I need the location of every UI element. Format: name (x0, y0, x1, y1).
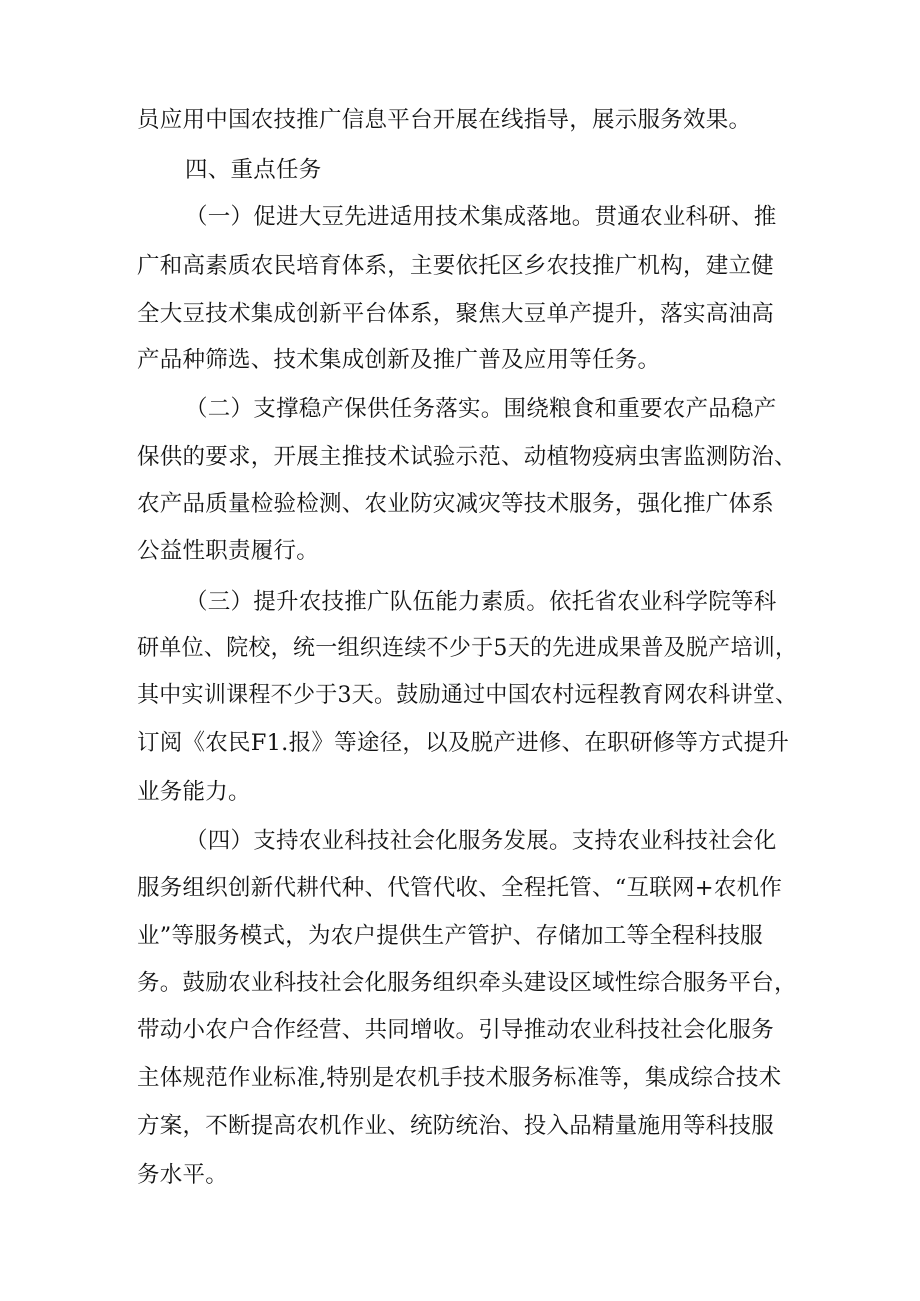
paragraph-1-line: 产品种筛选、技术集成创新及推广普及应用等任务。 (137, 347, 661, 373)
text-line: 员应用中国农技推广信息平台开展在线指导，展示服务效果。 (137, 107, 752, 133)
paragraph-2-line: （二）支撑稳产保供任务落实。围绕粮食和重要农产品稳产 (185, 396, 777, 422)
paragraph-4-line: 带动小农户合作经营、共同增收。引导推动农业科技社会化服务 (137, 1017, 775, 1043)
paragraph-4-line: 服务组织创新代耕代种、代管代收、全程托管、“互联网+农机作 (137, 875, 783, 901)
section-heading: 四、重点任务 (185, 157, 322, 183)
paragraph-4-line: 务。鼓励农业科技社会化服务组织牵头建设区域性综合服务平台， (137, 970, 797, 996)
paragraph-3-line: 其中实训课程不少于3天。鼓励通过中国农村远程教育网农科讲堂、 (137, 682, 798, 708)
paragraph-4-line: （四）支持农业科技社会化服务发展。支持农业科技社会化 (185, 828, 777, 854)
paragraph-4-line: 务水平。 (137, 1162, 229, 1188)
paragraph-1-line: （一）促进大豆先进适用技术集成落地。贯通农业科研、推 (185, 204, 777, 230)
paragraph-2-line: 农产品质量检验检测、农业防灾减灾等技术服务，强化推广体系 (137, 491, 775, 517)
paragraph-2-line: 公益性职责履行。 (137, 538, 320, 564)
paragraph-1-line: 广和高素质农民培育体系，主要依托区乡农技推广机构，建立健 (137, 253, 775, 279)
paragraph-4-line: 业”等服务模式，为农户提供生产管护、存储加工等全程科技服 (137, 923, 764, 949)
paragraph-3-line: 订阅《农民F1.报》等途径，以及脱产进修、在职研修等方式提升 (137, 730, 790, 756)
paragraph-3-line: （三）提升农技推广队伍能力素质。依托省农业科学院等科 (185, 589, 777, 615)
paragraph-2-line: 保供的要求，开展主推技术试验示范、动植物疫病虫害监测防治、 (137, 444, 797, 470)
paragraph-4-line: 主体规范作业标准,特别是农机手技术服务标准等，集成综合技术 (137, 1065, 782, 1091)
paragraph-3-line: 研单位、院校，统一组织连续不少于5天的先进成果普及脱产培训， (137, 635, 798, 661)
paragraph-3-line: 业务能力。 (137, 779, 251, 805)
paragraph-1-line: 全大豆技术集成创新平台体系，聚焦大豆单产提升，落实高油高 (137, 301, 775, 327)
paragraph-4-line: 方案，不断提高农机作业、统防统治、投入品精量施用等科技服 (137, 1113, 775, 1139)
